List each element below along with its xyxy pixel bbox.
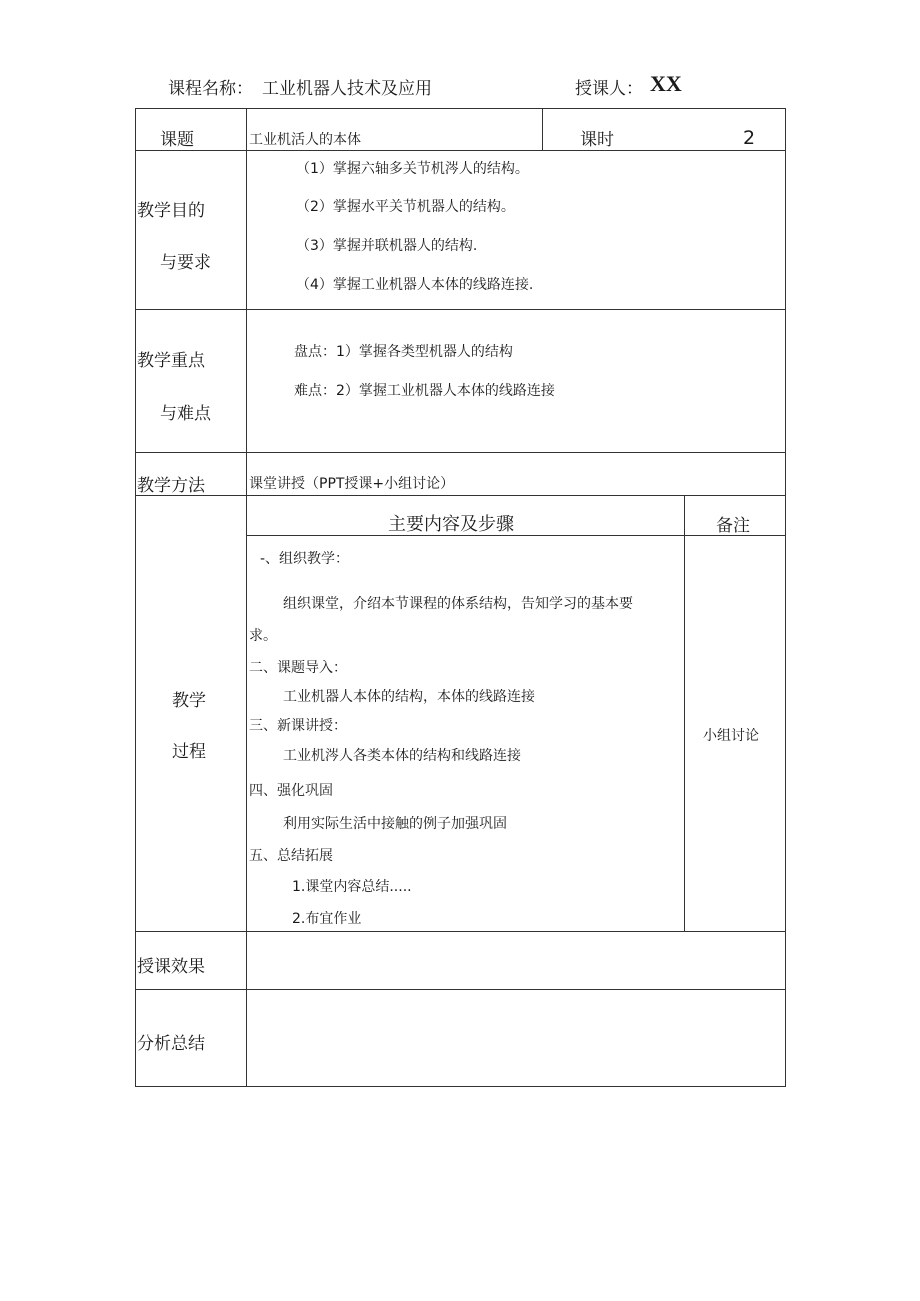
row-divider [246,535,786,536]
table-border-right [785,108,786,1087]
goal-item: （4）掌握工业机器人本体的线路连接. [296,277,534,293]
column-divider [542,108,543,151]
hours-label: 课时 [580,130,614,150]
goals-label-line1: 教学目的 [137,201,205,221]
teacher-label: 授课人： [575,79,643,99]
process-label-line1: 教学 [172,691,206,711]
topic-value: 工业机活人的本体 [249,132,361,148]
remarks-value: 小组讨论 [703,728,759,744]
method-label: 教学方法 [137,476,205,496]
step-body: 求。 [249,628,277,644]
course-name-label: 课程名称： [168,79,253,99]
topic-label: 课题 [160,130,194,150]
hours-value: 2 [743,127,756,149]
method-value: 课堂讲授（PPT授课+小组讨论） [249,476,455,492]
goal-item: （1）掌握六轴多关节机涔人的结构。 [296,161,529,177]
step-item: 1.课堂内容总结..... [292,879,412,895]
keypoints-label-line2: 与难点 [160,404,211,424]
step-title: -、组织教学： [260,551,350,567]
row-divider [135,150,786,151]
row-divider [135,452,786,453]
step-body: 利用实际生活中接触的例子加强巩固 [283,816,507,832]
course-name: 工业机器人技术及应用 [262,79,432,99]
column-divider [684,495,685,932]
key-point: 盘点：1）掌握各类型机器人的结构 [294,344,513,360]
step-title: 三、新课讲授： [249,718,347,734]
row-divider [135,309,786,310]
content-header: 主要内容及步骤 [388,514,514,535]
summary-label: 分析总结 [137,1034,205,1054]
goals-label-line2: 与要求 [160,253,211,273]
step-title: 四、强化巩固 [249,783,333,799]
step-body: 工业机涔人各类本体的结构和线路连接 [283,748,521,764]
table-border-bottom [135,1086,786,1087]
table-border-top [135,108,786,109]
step-body: 工业机器人本体的结构，本体的线路连接 [283,689,535,705]
effect-label: 授课效果 [137,957,205,977]
teacher-name: XX [650,71,682,96]
row-divider [135,931,786,932]
column-divider [246,108,247,1087]
remarks-header: 备注 [716,516,750,536]
row-divider [135,495,786,496]
step-item: 2.布宜作业 [292,911,362,927]
difficulty-point: 难点：2）掌握工业机器人本体的线路连接 [294,383,555,399]
goal-item: （2）掌握水平关节机器人的结构。 [296,199,515,215]
step-title: 二、课题导入： [249,660,347,676]
goal-item: （3）掌握并联机器人的结构. [296,238,478,254]
row-divider [135,989,786,990]
table-border-left [135,108,136,1087]
process-label-line2: 过程 [172,742,206,762]
keypoints-label-line1: 教学重点 [137,351,205,371]
step-title: 五、总结拓展 [249,848,333,864]
step-body: 组织课堂，介绍本节课程的体系结构，告知学习的基本要 [283,596,633,612]
